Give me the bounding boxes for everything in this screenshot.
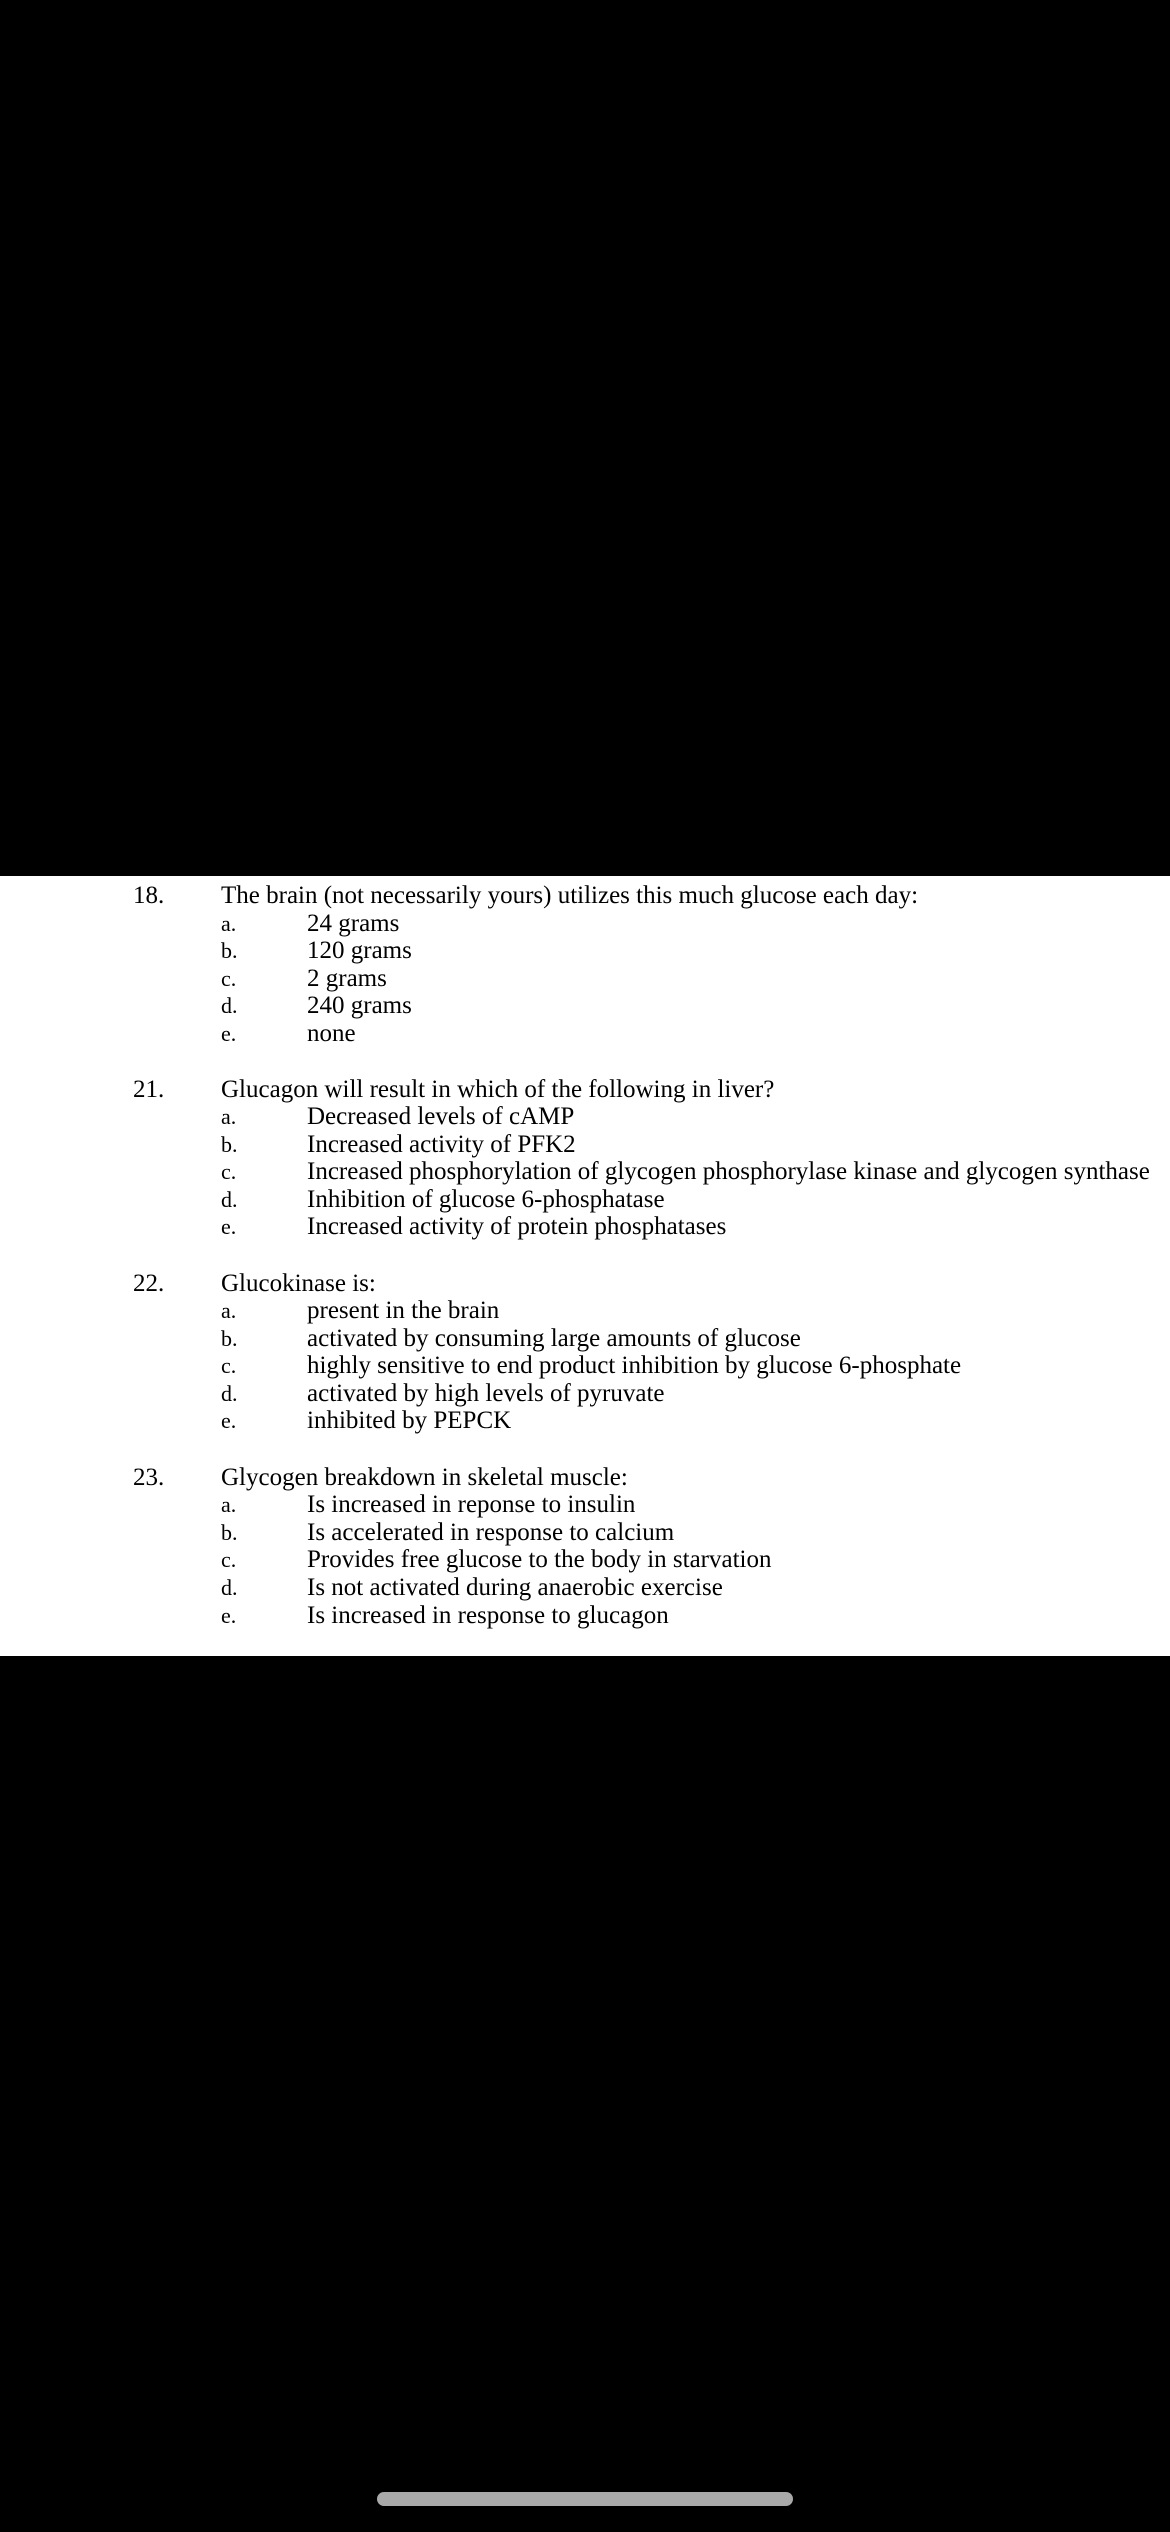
question-number: 18. <box>133 882 165 909</box>
option-letter: d. <box>221 1381 238 1406</box>
option-e <box>0 1020 1170 1048</box>
option-letter: c. <box>221 1353 237 1378</box>
option-text: 24 grams <box>307 910 400 937</box>
option-d <box>0 992 1170 1020</box>
option-letter: b. <box>221 938 238 963</box>
option-letter: c. <box>221 1159 237 1184</box>
option-text: activated by high levels of pyruvate <box>307 1380 665 1407</box>
question-number: 22. <box>133 1270 165 1297</box>
option-letter: c. <box>221 1547 237 1572</box>
question-text: The brain (not necessarily yours) utilizes this much glucose each day: <box>221 882 919 909</box>
option-letter: e. <box>221 1603 237 1628</box>
question-text: Glucokinase is: <box>221 1270 376 1297</box>
option-letter: e. <box>221 1021 237 1046</box>
option-text: Increased phosphorylation of glycogen phosphorylase kinase and glycogen synthase <box>307 1158 1150 1185</box>
question-number: 23. <box>133 1464 165 1491</box>
option-text: present in the brain <box>307 1297 500 1324</box>
option-text: Is increased in response to glucagon <box>307 1602 669 1629</box>
option-text: Is increased in reponse to insulin <box>307 1491 636 1518</box>
option-a <box>0 1297 1170 1325</box>
option-b <box>0 1519 1170 1547</box>
option-text: Decreased levels of cAMP <box>307 1103 575 1130</box>
option-letter: a. <box>221 1298 237 1323</box>
option-letter: b. <box>221 1132 238 1157</box>
option-letter: d. <box>221 1187 238 1212</box>
option-text: Is not activated during anaerobic exercise <box>307 1574 723 1601</box>
option-c <box>0 1158 1170 1186</box>
option-e <box>0 1602 1170 1630</box>
option-letter: b. <box>221 1520 238 1545</box>
option-letter: b. <box>221 1326 238 1351</box>
option-text: highly sensitive to end product inhibition by glucose 6-phosphate <box>307 1352 962 1379</box>
option-d <box>0 1186 1170 1214</box>
option-letter: d. <box>221 993 238 1018</box>
question-text: Glucagon will result in which of the following in liver? <box>221 1076 775 1103</box>
option-d <box>0 1574 1170 1602</box>
option-text: 120 grams <box>307 937 412 964</box>
question-text: Glycogen breakdown in skeletal muscle: <box>221 1464 628 1491</box>
option-letter: c. <box>221 966 237 991</box>
option-b <box>0 937 1170 965</box>
option-a <box>0 1103 1170 1131</box>
option-e <box>0 1213 1170 1241</box>
option-text: none <box>307 1020 356 1047</box>
option-text: activated by consuming large amounts of glucose <box>307 1325 801 1352</box>
option-text: 240 grams <box>307 992 412 1019</box>
option-letter: a. <box>221 911 237 936</box>
option-text: Increased activity of protein phosphatases <box>307 1213 727 1240</box>
option-letter: e. <box>221 1214 237 1239</box>
option-a <box>0 910 1170 938</box>
question-number: 21. <box>133 1076 165 1103</box>
option-letter: e. <box>221 1408 237 1433</box>
home-indicator[interactable] <box>377 2492 793 2506</box>
option-text: Inhibition of glucose 6-phosphatase <box>307 1186 665 1213</box>
option-text: Provides free glucose to the body in starvation <box>307 1546 772 1573</box>
option-d <box>0 1380 1170 1408</box>
option-b <box>0 1131 1170 1159</box>
option-letter: a. <box>221 1104 237 1129</box>
document-page <box>0 876 1170 1656</box>
option-c <box>0 965 1170 993</box>
option-text: Increased activity of PFK2 <box>307 1131 576 1158</box>
option-text: 2 grams <box>307 965 387 992</box>
option-b <box>0 1325 1170 1353</box>
option-a <box>0 1491 1170 1519</box>
option-letter: d. <box>221 1575 238 1600</box>
option-e <box>0 1407 1170 1435</box>
option-text: inhibited by PEPCK <box>307 1407 512 1434</box>
option-c <box>0 1546 1170 1574</box>
option-c <box>0 1352 1170 1380</box>
option-letter: a. <box>221 1492 237 1517</box>
option-text: Is accelerated in response to calcium <box>307 1519 675 1546</box>
